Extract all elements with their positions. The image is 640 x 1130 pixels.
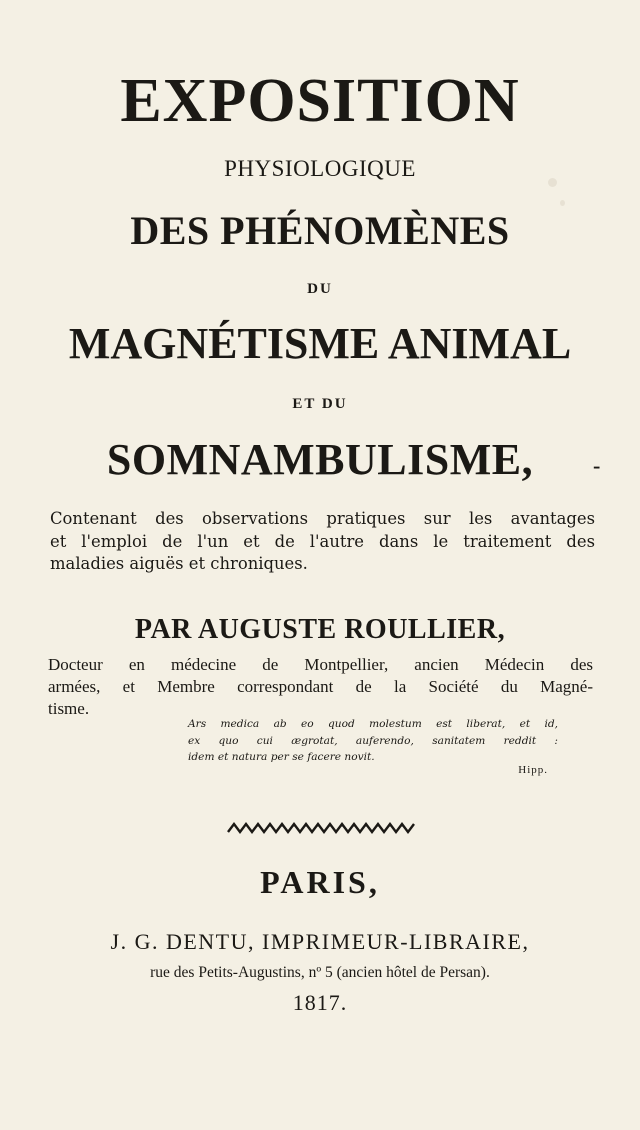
- subtitle-line: maladies aiguës et chroniques.: [50, 554, 308, 573]
- title-et-du: ET DU: [292, 396, 348, 412]
- subtitle: [50, 508, 595, 576]
- imprint-printer: J. G. DENTU, IMPRIMEUR-LIBRAIRE,: [110, 929, 530, 954]
- credentials-line: tisme.: [48, 699, 90, 718]
- title-dash-mark: -: [593, 453, 601, 478]
- author-name: PAR AUGUSTE ROULLIER,: [134, 614, 506, 645]
- subtitle-line: et l'emploi de l'un et de l'autre dans le traitement des: [50, 531, 595, 551]
- title-somnambulisme: SOMNAMBULISME,: [106, 435, 534, 484]
- title-magnetisme-animal: MAGNÉTISME ANIMAL: [68, 319, 572, 368]
- title-du: DU: [307, 281, 333, 297]
- title-exposition: EXPOSITION: [120, 67, 520, 135]
- epigraph-line: idem et natura per se facere novit.: [188, 751, 375, 763]
- author-credentials: [48, 654, 593, 720]
- imprint-address: rue des Petits-Augustins, nº 5 (ancien hôtel de Persan).: [150, 964, 490, 981]
- ornamental-rule: [226, 822, 416, 834]
- imprint-city: PARIS,: [260, 864, 380, 900]
- subtitle-line: Contenant des observations pratiques sur les avantages: [50, 509, 595, 528]
- credentials-line: Docteur en médecine de Montpellier, ancien Médecin des: [48, 655, 593, 674]
- epigraph: [188, 716, 558, 766]
- title-des-phenomenes: DES PHÉNOMÈNES: [130, 208, 510, 253]
- epigraph-attribution: Hipp.: [518, 764, 548, 776]
- title-physiologique: PHYSIOLOGIQUE: [224, 156, 416, 181]
- epigraph-line: Ars medica ab eo quod molestum est liberat, et id,: [188, 718, 558, 730]
- credentials-line: armées, et Membre correspondant de la Société du Magné-: [48, 677, 593, 696]
- epigraph-line: ex quo cui ægrotat, auferendo, sanitatem reddit :: [188, 734, 558, 747]
- imprint-year: 1817.: [292, 990, 348, 1015]
- ink-spot: [560, 200, 565, 206]
